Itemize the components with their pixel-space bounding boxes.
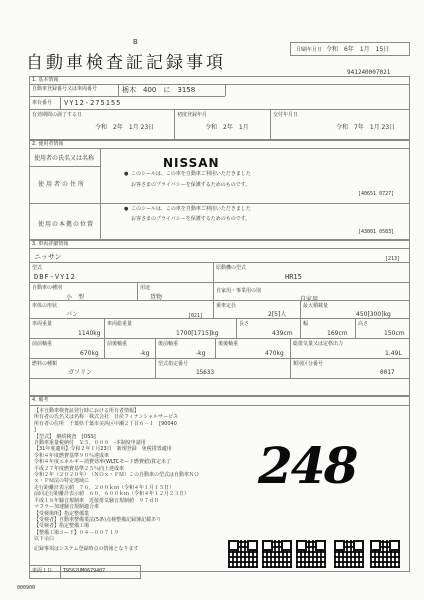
- model-value: DBF-VY12: [34, 273, 76, 281]
- divider: [290, 358, 291, 378]
- user-name-label: 使用者の氏名又は名称: [34, 155, 95, 162]
- divider: [225, 84, 226, 96]
- note-line: 令和２年（２０２０年） （ＮＯｘ・ＰＭ）この自動車の型式は自動車ＮＯ: [34, 472, 200, 479]
- max-load-label: 最大積載量: [303, 303, 329, 309]
- note-line: 【31年度適用】令和２年１月23日 新規登録 免税措置適用: [34, 446, 172, 453]
- divider: [29, 405, 410, 406]
- note-line: 平成１８年騒音規制車 近接排気騒音規制値 ９７ｄＢ: [34, 497, 160, 504]
- reg-label: 自動車登録番号又は車両番号: [32, 86, 98, 92]
- divider: [100, 148, 101, 240]
- note-line: 【受検者】指定整備工場: [34, 523, 90, 530]
- divider: [29, 338, 410, 339]
- divider: [155, 338, 156, 358]
- divider: [104, 338, 105, 358]
- qr-code-1: [228, 540, 258, 568]
- private-value: 自家用: [300, 296, 319, 303]
- divider: [60, 565, 61, 579]
- divider: [213, 300, 214, 318]
- divider: [104, 318, 105, 338]
- class-num-label: 類別区分番号: [293, 361, 324, 367]
- bullet-icon: ●: [124, 171, 129, 177]
- first-reg-label: 初度登録年月: [177, 112, 208, 118]
- type-num-label: 型式指定番号: [158, 361, 189, 367]
- note-line: ]: [34, 427, 36, 434]
- bullet-icon: ●: [124, 206, 129, 212]
- divider: [213, 262, 214, 282]
- expiry-label: 有効期間の満了する日: [32, 112, 83, 118]
- qr-code-3: [296, 540, 326, 568]
- nissan-logo: NISSAN: [163, 156, 220, 170]
- body-value: バン: [66, 311, 79, 318]
- print-date-label: 印刷年月日: [297, 47, 323, 53]
- width-value: 169cm: [327, 330, 348, 337]
- note-line: 所有者の氏名又は名称 株式会社 日産フィナンシャルサービス: [34, 414, 179, 421]
- rear3-value: 470kg: [265, 350, 284, 357]
- privacy-b-line-2: お客さまのプライバシーを保護するためのものです。: [131, 216, 251, 222]
- divider: [29, 358, 410, 359]
- engine-value: HR15: [285, 273, 302, 281]
- width-label: 幅: [303, 321, 309, 327]
- fuel-value: ガソリン: [68, 369, 93, 376]
- body-code: [021]: [188, 313, 204, 319]
- chassis-label: 車台番号: [32, 100, 53, 106]
- user-address-label: 使用者の住所: [38, 181, 87, 188]
- note-line: ｘ・ＰＭ法の特定地域に: [34, 478, 90, 485]
- type-num-value: 15633: [196, 369, 215, 376]
- privacy-b-line-1: このシールは、この車を自動車ご利用いただきました: [131, 206, 251, 212]
- user-code-2: [43001 0583]: [358, 229, 395, 235]
- qr-code-2: [262, 540, 292, 568]
- category-value: 小 型: [66, 294, 85, 301]
- rear1-label: 前後軸重: [107, 341, 128, 347]
- divider: [300, 318, 301, 338]
- divider: [355, 318, 356, 338]
- rear2-label: 後前軸重: [158, 341, 179, 347]
- divider: [174, 109, 175, 140]
- note-line: 令和４年度エネルギー消費効率(WLTCモード燃費値)算定未了: [34, 459, 171, 466]
- chassis-value: VY12-275155: [64, 99, 122, 107]
- note-line: 【本自動車検査証発行時における所有者情報】: [34, 408, 140, 414]
- notes-list: [34, 408, 199, 543]
- divider: [29, 282, 410, 283]
- divider: [236, 318, 237, 338]
- note-line: 【整備工場コード】０４－００７１９: [34, 529, 120, 536]
- use-value: 貨物: [150, 294, 163, 301]
- note-line: 【受検者】自動車整備業法(5条)点検整備記録簿記載あり: [34, 516, 162, 523]
- length-label: 長さ: [239, 321, 250, 327]
- divider: [29, 248, 410, 249]
- capacity-value: 2[5]人: [268, 311, 287, 318]
- section1-heading: 1. 基本情報: [32, 77, 59, 83]
- divider: [29, 318, 410, 319]
- handwritten-stamp-number: 248: [258, 436, 357, 495]
- weight-label: 車両重量: [32, 321, 53, 327]
- displacement-label: 総排気量又は定格出力: [293, 341, 344, 347]
- divider: [290, 338, 291, 358]
- note-line: 自動車重量税納付 ￥５，０００ -本制度申請用: [34, 440, 146, 447]
- max-load-value: 450[300]kg: [356, 311, 391, 318]
- page-title: 自動車検査証記録事項: [26, 53, 226, 73]
- divider: [29, 109, 410, 110]
- note-line: 所有者の住所 千葉県千葉市美浜区中瀬２丁目６－１ [90040: [34, 420, 177, 427]
- private-label: 自家用・事業用の別: [216, 288, 262, 294]
- note-line: 【受検場所】指定整備業: [34, 510, 90, 517]
- divider: [29, 262, 410, 263]
- rear2-value: -kg: [196, 350, 206, 357]
- height-value: 150cm: [384, 330, 405, 337]
- maker-code: [213]: [385, 256, 401, 262]
- section3-heading: 3. 車両詳細情報: [32, 241, 69, 247]
- length-value: 439cm: [272, 330, 293, 337]
- privacy-line-1: このシールは、この車を自動車ご利用いただきました: [131, 171, 251, 177]
- reg-value: 栃木 400 に 3158: [122, 86, 196, 94]
- privacy-line-2: お客さまのプライバシーを保護するためのものです。: [131, 182, 251, 188]
- divider: [29, 166, 100, 167]
- user-code-1: [40651 0727]: [358, 191, 395, 197]
- divider: [155, 358, 156, 378]
- section4-heading: 4. 備考: [32, 397, 49, 403]
- vehicle-id-label: 車両ＩＤ: [32, 568, 53, 574]
- qr-code-5: [370, 540, 400, 568]
- document-number: 941240007021: [347, 69, 391, 76]
- height-label: 高さ: [358, 321, 369, 327]
- gross-label: 車両総重量: [107, 321, 133, 327]
- note-line: 前回走行距離計表示値 ６０，６００ｋｍ（令和４年１２月２３日）: [34, 491, 190, 498]
- divider: [213, 282, 214, 300]
- note-line: マフラー加速騒音規制適合車: [34, 504, 100, 511]
- issue-label: 交付年月日: [273, 112, 299, 118]
- class-num-value: 0017: [380, 369, 395, 376]
- section2-heading: 2. 使用者情報: [32, 141, 64, 147]
- print-date: 令和 6年 1月 15日: [326, 46, 390, 53]
- model-label: 型式: [32, 265, 43, 271]
- divider: [29, 203, 410, 204]
- note-line: 【型式】 継続検査 [OSS]: [34, 433, 96, 440]
- issue-value: 令和 7年 1月 23日: [336, 124, 396, 131]
- gross-value: 1700[1715]kg: [176, 330, 219, 337]
- edition-mark: B: [133, 38, 138, 46]
- category-label: 自動車の種別: [32, 285, 63, 291]
- displacement-value: 1.49L: [385, 350, 402, 357]
- divider: [29, 96, 225, 97]
- page-code: 000900: [17, 585, 36, 591]
- divider: [270, 109, 271, 140]
- divider: [29, 378, 410, 379]
- engine-label: 原動機の型式: [216, 265, 247, 271]
- divider: [29, 84, 410, 85]
- front-axle-value: 670kg: [80, 350, 99, 357]
- divider: [60, 96, 61, 109]
- rear3-label: 後後軸重: [218, 341, 239, 347]
- note-line: 以下余白: [34, 536, 55, 543]
- fuel-label: 燃料の種類: [32, 361, 58, 367]
- divider: [29, 148, 410, 149]
- expiry-value: 令和 2年 1月 23日: [95, 124, 155, 131]
- divider: [300, 300, 301, 318]
- divider: [215, 338, 216, 358]
- front-axle-label: 前前軸重: [32, 341, 53, 347]
- first-reg-value: 令和 2年 1月: [205, 124, 249, 131]
- note-line: 平成２７年度燃費基準２５％向上達成車: [34, 465, 125, 472]
- vehicle-id-value: T9562UM0679407: [63, 568, 106, 574]
- qr-notice: 記録事項はシステム登録時点の情報となります: [34, 546, 139, 552]
- divider: [137, 282, 138, 300]
- divider: [118, 84, 119, 96]
- body-label: 車体の形状: [32, 303, 58, 309]
- maker-value: ニッサン: [34, 253, 62, 261]
- weight-value: 1140kg: [78, 330, 101, 337]
- rear1-value: -kg: [140, 350, 150, 357]
- note-line: 走行距離計表示値 ７６，２００ｋｍ（令和４年１月１５日）: [34, 484, 175, 491]
- capacity-label: 乗車定員: [216, 303, 237, 309]
- note-line: 令和４年度燃費基準９０％達成車: [34, 452, 110, 459]
- qr-code-4: [334, 540, 364, 568]
- use-label: 用途: [140, 285, 151, 291]
- base-label: 使用の本拠の位置: [38, 221, 95, 228]
- divider: [29, 300, 410, 301]
